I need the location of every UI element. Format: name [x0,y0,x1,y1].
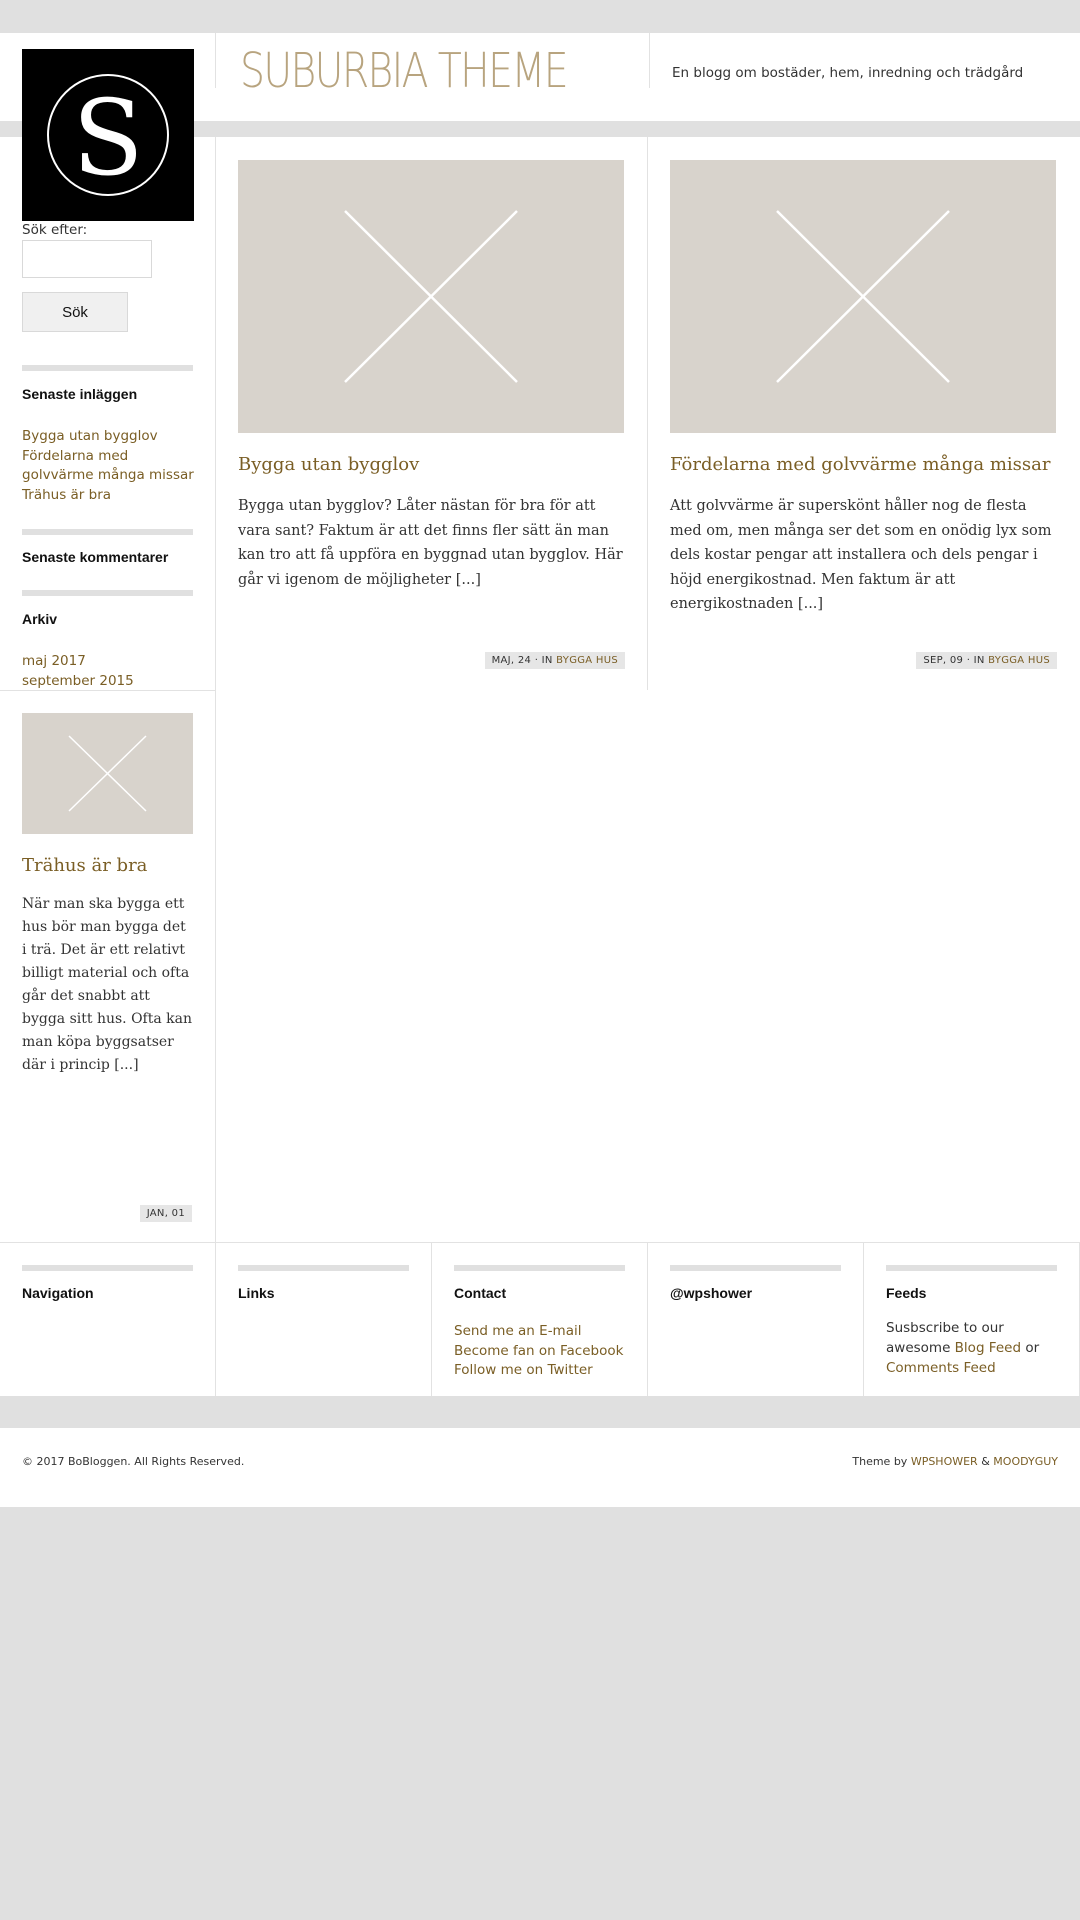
post-excerpt: När man ska bygga ett hus bör man bygga det i trä. Det är ett relativt billigt material och ofta går det snabbt att bygga sitt hus. Ofta kan man köpa byggsatser där i princip [...] [22,896,193,1073]
post-in-label: · IN [966,655,985,666]
post-meta [140,1205,192,1222]
footer-divider [431,1243,432,1396]
footer-feeds-title: Feeds [886,1285,927,1301]
footer-twitter-title: @wpshower [670,1285,753,1301]
recent-post-link[interactable]: Trähus är bra [22,486,112,503]
feeds-text [886,1318,1054,1378]
site-logo[interactable] [22,49,194,221]
blog-feed-link[interactable]: Blog Feed [954,1340,1022,1356]
post-category-link[interactable]: BYGGA HUS [556,655,618,666]
archive-title: Arkiv [22,611,58,627]
widget-bar [22,1265,193,1271]
facebook-link[interactable]: Become fan on Facebook [454,1342,624,1359]
footer-divider [215,1243,216,1396]
wpshower-link[interactable]: WPSHOWER [910,1455,978,1468]
site-tagline: En blogg om bostäder, hem, inredning och trädgård [672,65,1024,81]
widget-bar [22,590,193,596]
search-input[interactable] [22,240,152,278]
header-divider [649,33,650,88]
post-meta [485,652,625,669]
post-date: SEP, 09 [923,655,964,666]
twitter-link[interactable]: Follow me on Twitter [454,1362,593,1378]
footer-links-title: Links [238,1285,275,1301]
bottom-bar [0,1428,1080,1507]
image-placeholder-icon [22,713,193,834]
site-title[interactable]: SUBURBIA THEME [240,43,567,99]
search-label: Sök efter: [22,222,88,238]
widget-bar [238,1265,409,1271]
post-category-link[interactable]: BYGGA HUS [988,655,1050,666]
feeds-text-middle: or [1025,1340,1040,1356]
contact-list [454,1322,623,1381]
post-thumbnail[interactable] [670,160,1056,433]
post-date: MAJ, 24 [491,655,532,666]
post-thumbnail[interactable] [22,713,193,834]
credits-prefix: Theme by [852,1455,908,1468]
recent-post-link[interactable]: golvvärme många missar [22,467,194,483]
archive-link[interactable]: maj 2017 [22,653,86,669]
header-divider [215,33,216,88]
recent-posts-title: Senaste inläggen [22,386,138,402]
footer-divider [863,1243,864,1396]
post-date: JAN, 01 [146,1208,185,1219]
post-title[interactable] [670,454,1050,475]
widget-bar [22,529,193,535]
post-in-label: · IN [534,655,553,666]
theme-credits [852,1455,1058,1468]
widget-bar [454,1265,625,1271]
post-thumbnail[interactable] [238,160,624,433]
archive-list [22,652,134,691]
archive-link[interactable]: september 2015 [22,672,134,689]
widget-bar [22,365,193,371]
copyright: © 2017 BoBloggen. All Rights Reserved. [22,1455,245,1468]
recent-comments-title: Senaste kommentarer [22,549,169,565]
post-title-link[interactable]: Bygga utan bygglov [238,454,420,475]
widget-bar [886,1265,1057,1271]
image-placeholder-icon [670,160,1056,433]
moodyguy-link[interactable]: MOODYGUY [993,1455,1058,1468]
post-meta [916,652,1057,669]
post-excerpt: Bygga utan bygglov? Låter nästan för bra för att vara sant? Faktum är att det finns fler sätt än man kan tro att få uppföra en byggnad utan bygglov. Här går vi igenom de möjligheter [...] [238,498,623,588]
recent-post-link[interactable]: Fördelarna med [22,447,129,464]
credits-amp: & [981,1455,990,1468]
post-title-link[interactable]: Fördelarna med golvvärme många missar [670,454,1051,475]
footer-navigation-title: Navigation [22,1285,94,1301]
footer-divider [647,1243,648,1396]
search-button[interactable]: Sök [22,292,128,332]
footer-contact-title: Contact [454,1285,507,1301]
recent-post-link[interactable]: Bygga utan bygglov [22,428,158,444]
post-title[interactable] [22,855,147,876]
post-title-link[interactable]: Trähus är bra [22,855,148,876]
email-link[interactable]: Send me an E-mail [454,1323,582,1339]
image-placeholder-icon [238,160,624,433]
post-column-divider [647,137,648,690]
post-title[interactable] [238,454,419,475]
comments-feed-link[interactable]: Comments Feed [886,1360,996,1376]
widget-bar [670,1265,841,1271]
feeds-text-before: Susbscribe to our awesome [886,1320,1004,1356]
recent-posts-list [22,427,194,505]
logo-letter: S [72,77,144,199]
post-excerpt: Att golvvärme är superskönt håller nog de flesta med om, men många ser det som en onödig lyx som dels kostar pengar att installera och dels pengar i höjd energikostnad. Men faktum är att energikostnaden [...] [670,498,1052,612]
logo-s-icon [22,49,194,221]
